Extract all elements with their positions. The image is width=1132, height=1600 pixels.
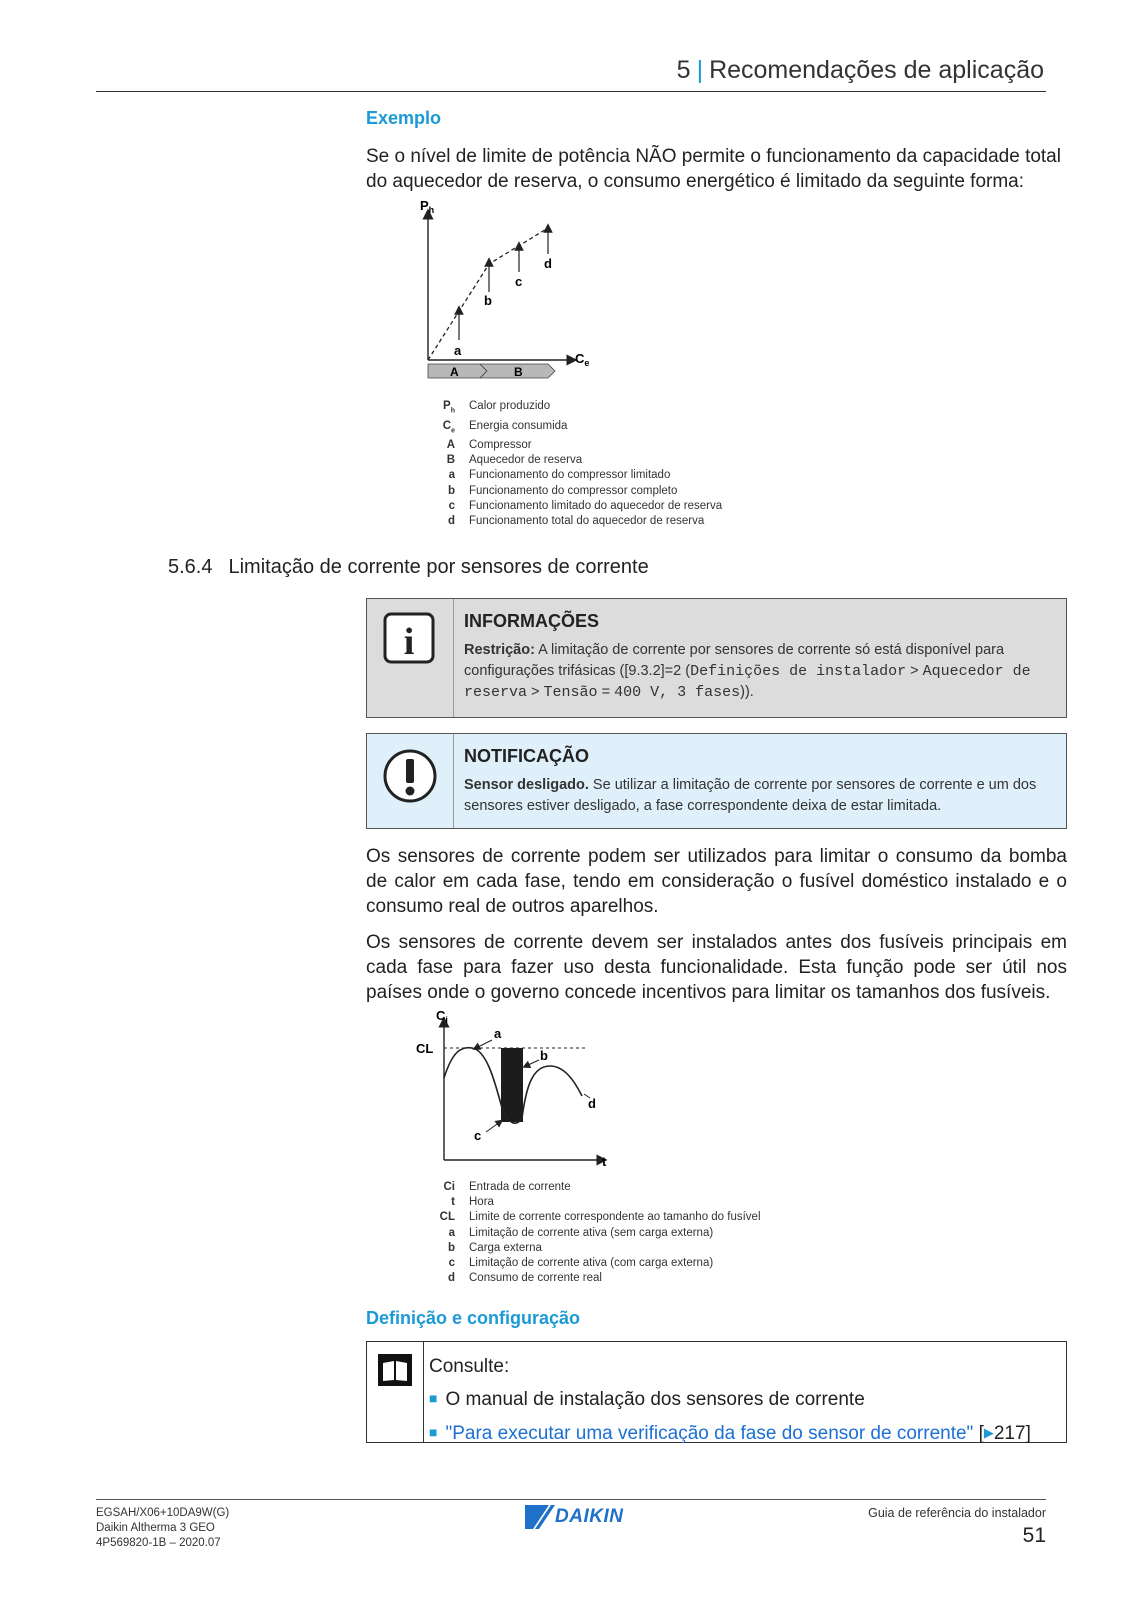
label-a: a: [454, 343, 462, 358]
info-text: Restrição: A limitação de corrente por sensores de corrente só está disponível para configurações trifásicas ([9.3.2]=2 (Definições de instalador > Aquecedor de reserva > Tensão = 400 V, 3 fases)).: [464, 642, 1031, 701]
book-icon: [378, 1354, 412, 1386]
pointer-c: [486, 1122, 500, 1132]
legend-item: b Carga externa: [447, 1241, 542, 1254]
legend-item: B Aquecedor de reserva: [446, 454, 583, 467]
triangle-right-icon: ▶: [983, 1425, 994, 1440]
info-title: INFORMAÇÕES: [464, 611, 599, 631]
legend-item: c Funcionamento limitado do aquecedor de reserva: [448, 499, 723, 512]
legend-item: d Funcionamento total do aquecedor de reserva: [447, 515, 705, 528]
list-item: ■ "Para executar uma verificação da fase do sensor de corrente" [▶217]: [429, 1423, 1031, 1444]
legend-item: d Consumo de corrente real: [447, 1272, 602, 1285]
band-label-a: A: [450, 365, 459, 379]
footer-info: [96, 1506, 229, 1551]
exclamation-icon: [382, 748, 438, 804]
band-label-b: B: [514, 365, 523, 379]
example-paragraph: Se o nível de limite de potência NÃO permite o funcionamento da capacidade total do aquecedor de reserva, o consumo energético é limitado da seguinte forma:: [366, 146, 1061, 192]
legend-item: $C_e$ Energia consumida: [442, 419, 568, 434]
x-axis-label: $C_e$: [575, 351, 590, 368]
legend-item: a Limitação de corrente ativa (sem carga externa): [448, 1226, 714, 1239]
svg-text:i: i: [403, 621, 415, 663]
label-b: b: [540, 1048, 548, 1063]
limit-label: CL: [416, 1041, 434, 1056]
label-d: d: [544, 256, 552, 271]
guide-title: Guia de referência do instalador: [868, 1506, 1046, 1520]
page-ref-link[interactable]: 217: [993, 1423, 1026, 1444]
header-rule: [96, 91, 1046, 92]
document-code: 4P569820-1B – 2020.07: [96, 1537, 221, 1549]
legend-item: a Funcionamento do compressor limitado: [448, 469, 671, 482]
legend-item: Ci Entrada de corrente: [443, 1181, 571, 1193]
legend-item: b Funcionamento do compressor completo: [447, 484, 678, 497]
paragraph-sensors-use: Os sensores de corrente podem ser utilizados para limitar o consumo da bomba de calor em cada fase, tendo em consideração o fusível doméstico instalado e o consumo real de outros aparelhos.: [366, 846, 1067, 917]
config-intro: Consulte:: [429, 1356, 510, 1377]
x-axis-label: t: [602, 1154, 607, 1169]
section-title: Limitação de corrente por sensores de corrente: [228, 556, 649, 578]
diagram1-legend: [425, 399, 722, 529]
label-a: a: [494, 1026, 502, 1041]
legend-item: A Compressor: [446, 439, 532, 451]
y-axis-label: $P_h$: [420, 200, 435, 215]
section-number: 5.6.4: [168, 556, 213, 578]
current-limit-diagram: [412, 1008, 612, 1170]
config-heading: Definição e configuração: [366, 1308, 581, 1328]
chapter-separator: |: [696, 56, 704, 84]
info-icon: [383, 612, 435, 664]
pointer-a: [476, 1040, 492, 1048]
label-c: c: [515, 274, 523, 289]
reference-table: [366, 1341, 1067, 1443]
notice-box: [366, 733, 1067, 829]
chapter-title: Recomendações de aplicação: [709, 56, 1044, 84]
example-heading: Exemplo: [366, 108, 442, 128]
legend-item: $P_h$ Calor produzido: [443, 400, 551, 415]
legend-item: t Hora: [451, 1196, 494, 1209]
chapter-number: 5: [676, 56, 691, 84]
label-d: d: [588, 1096, 596, 1111]
footer-rule: [96, 1499, 1046, 1500]
product-name: Daikin Altherma 3 GEO: [96, 1522, 215, 1534]
list-item: ■ O manual de instalação dos sensores de corrente: [429, 1389, 865, 1410]
external-load-bar: [501, 1048, 523, 1122]
power-limit-diagram: [410, 200, 610, 390]
legend-item: CL Limite de corrente correspondente ao tamanho do fusível: [439, 1211, 761, 1224]
info-box: [366, 598, 1067, 718]
page-number: 51: [1022, 1524, 1046, 1547]
model-code: EGSAH/X06+10DA9W(G): [96, 1507, 230, 1519]
brand-name: DAIKIN: [555, 1506, 624, 1527]
label-c: c: [474, 1128, 482, 1143]
section-heading: [168, 556, 649, 579]
chapter-header: [677, 56, 1044, 85]
y-axis-label: $C_i$: [436, 1008, 448, 1025]
bullet-icon: ■: [429, 1424, 438, 1440]
bullet-icon: ■: [429, 1390, 438, 1406]
daikin-logo: [525, 1505, 637, 1529]
legend-item: c Limitação de corrente ativa (com carga externa): [448, 1257, 714, 1270]
pointer-b: [526, 1060, 539, 1066]
paragraph-sensors-install: Os sensores de corrente devem ser instalados antes dos fusíveis principais em cada fase para fazer uso desta funcionalidade. Esta função pode ser útil nos países onde o governo concede incentivos para limitar os tamanhos dos fusíveis.: [366, 932, 1067, 1003]
notice-text: Sensor desligado. Se utilizar a limitação de corrente por sensores de corrente e um dos sensores estiver desligado, a fase correspondente deixa de estar limitada.: [464, 777, 1037, 814]
label-b: b: [484, 293, 492, 308]
notice-title: NOTIFICAÇÃO: [464, 746, 589, 766]
phase-check-link[interactable]: "Para executar uma verificação da fase do sensor de corrente": [445, 1423, 974, 1444]
diagram2-legend: [425, 1180, 761, 1286]
